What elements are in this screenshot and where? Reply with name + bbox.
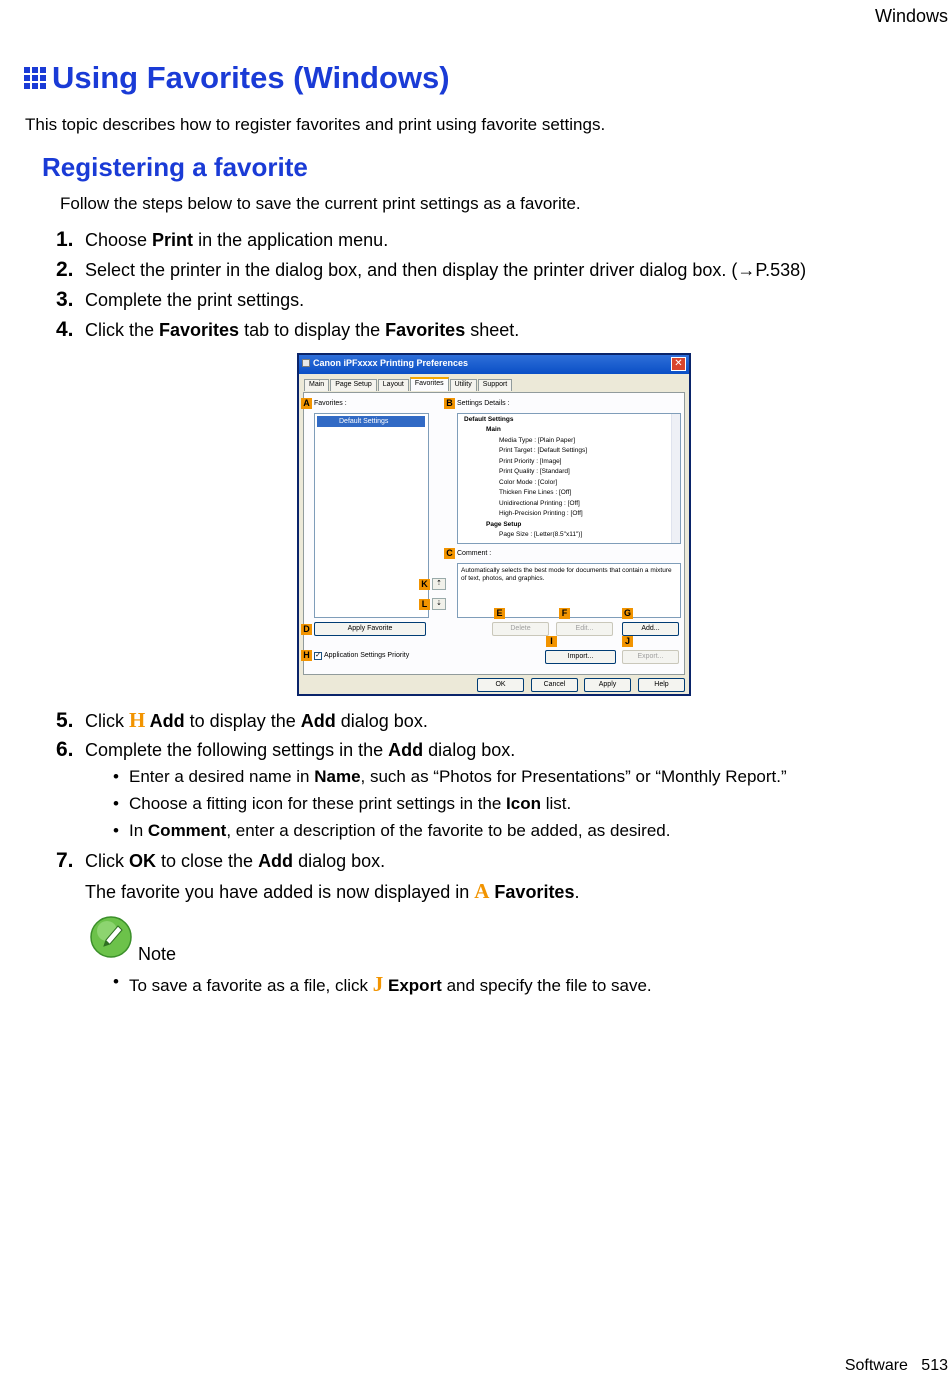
comment-box[interactable]: Automatically selects the best mode for documents that contain a mixture of text, photos, and graphics. [457,563,681,618]
tree-leaf: Thicken Fine Lines : [Off] [499,489,572,496]
apply-favorite-button[interactable]: Apply Favorite [314,622,426,636]
favorites-list[interactable] [314,413,429,618]
favorites-label: Favorites : [314,400,347,407]
tree-leaf: Page Size : [Letter(8.5"x11")] [499,531,583,538]
note-bullet: • To save a favorite as a file, click J Export and specify the file to save. [113,972,652,997]
tab-favorites[interactable]: Favorites [410,377,449,391]
section-heading: Registering a favorite [42,152,308,182]
favorites-panel [303,392,685,675]
callout-d: D [301,624,312,635]
export-button[interactable]: Export... [622,650,679,664]
tab-page-setup[interactable]: Page Setup [330,379,377,391]
section-grid-icon [24,67,46,89]
tree-node-main: Main [486,426,501,433]
step-2 [56,258,806,282]
page-title [24,60,450,96]
list-item: • Choose a fitting icon for these print settings in the Icon list. [113,794,571,814]
callout-h: G [623,608,631,618]
callout-e: H [301,650,312,661]
import-button[interactable]: Import... [545,650,616,664]
cancel-button[interactable]: Cancel [531,678,578,692]
tree-leaf: Print Priority : [Image] [499,458,562,465]
tree-scrollbar[interactable] [671,414,680,543]
step-5 [56,708,428,733]
page-number: 513 [921,1357,948,1374]
step-7-followup: The favorite you have added is now displayed in A Favorites. [85,879,580,903]
callout-g: F [559,608,570,619]
callout-j: J [622,636,633,647]
move-up-icon[interactable]: ⇡ [432,578,446,590]
intro-text: This topic describes how to register favorites and print using favorite settings. [25,115,606,134]
tree-leaf: Print Target : [Default Settings] [499,447,588,454]
dialog-title: Canon iPFxxxx Printing Preferences [313,358,469,368]
footer-section: Software [844,1357,908,1374]
add-button[interactable]: Add... [622,622,679,636]
step-text: Click OK to close the Add dialog box. [85,851,386,871]
step-number: 4. [56,318,74,341]
step-text: Complete the following settings in the Add dialog box. [85,740,516,760]
note-label: Note [138,944,177,964]
list-item: • Enter a desired name in Name, such as “Photos for Presentations” or “Monthly Report.” [113,767,787,787]
printer-icon [302,359,310,367]
step-number: 6. [56,738,74,761]
tree-root: Default Settings [464,416,514,423]
step-number: 2. [56,258,74,281]
settings-details-label: Settings Details : [457,400,510,407]
app-settings-priority-checkbox[interactable]: ✓ [315,652,321,659]
running-header: Windows [874,6,948,26]
edit-button[interactable]: Edit... [556,622,613,636]
tab-main[interactable]: Main [304,379,329,391]
settings-details-tree[interactable] [457,413,681,544]
lead-text: Follow the steps below to save the current print settings as a favorite. [60,194,581,213]
help-button[interactable]: Help [638,678,685,692]
tab-strip [304,379,513,391]
printing-preferences-dialog [297,353,691,696]
close-button[interactable]: ✕ [671,357,686,371]
step-7 [56,849,385,873]
step-1 [56,228,388,252]
tree-leaf: Print Quality : [Standard] [499,468,570,475]
comment-label: Comment : [457,550,492,557]
tab-utility[interactable]: Utility [450,379,477,391]
step-text: Complete the print settings. [85,290,305,310]
tree-leaf: High-Precision Printing : [Off] [499,510,583,517]
callout-f: E [494,608,505,619]
tab-support[interactable]: Support [478,379,513,391]
tree-leaf: Unidirectional Printing : [Off] [499,500,580,507]
step-number: 5. [56,709,74,732]
tree-node-page-setup: Page Setup [486,521,522,528]
step-text: Click the Favorites tab to display the Favorites sheet. [85,320,520,340]
list-item-default-settings[interactable]: Default Settings [317,416,425,427]
list-item: • In Comment, enter a description of the favorite to be added, as desired. [113,821,670,841]
step-6 [56,738,515,762]
tree-leaf: Media Type : [Plain Paper] [499,437,576,444]
app-settings-priority-label: Application Settings Priority [324,652,410,659]
callout-a: A [301,398,312,409]
note-pencil-icon [90,916,132,958]
callout-i: I [546,636,557,647]
page-title-text: Using Favorites (Windows) [52,60,450,95]
callout-b: B [444,398,455,409]
callout-c: C [444,548,455,559]
apply-button[interactable]: Apply [584,678,631,692]
step-3 [56,288,304,312]
move-down-icon[interactable]: ⇣ [432,598,446,610]
step-number: 3. [56,288,74,311]
tab-layout[interactable]: Layout [378,379,409,391]
dialog-titlebar [299,355,689,374]
callout-k: K [419,579,430,590]
step-text: Select the printer in the dialog box, and then display the printer driver dialog box. (→P.538) [85,260,807,280]
step-text: Choose Print in the application menu. [85,230,389,250]
step-number: 1. [56,228,74,251]
tree-leaf: Color Mode : [Color] [499,479,558,486]
step-number: 7. [56,849,74,872]
step-text: Click H Add to display the Add dialog box. [85,708,428,732]
ok-button[interactable]: OK [477,678,524,692]
page-footer [845,1357,948,1375]
callout-l: L [419,599,430,610]
step-4 [56,318,519,342]
delete-button[interactable]: Delete [492,622,549,636]
